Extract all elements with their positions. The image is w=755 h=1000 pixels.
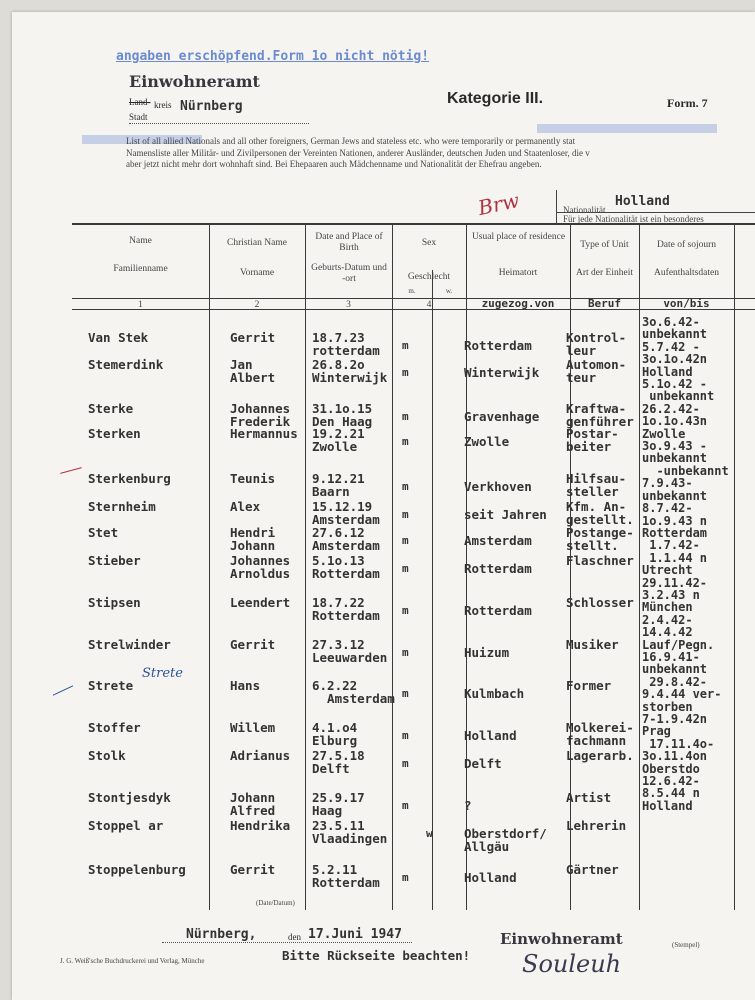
col-sex-en: Sex <box>421 238 437 248</box>
row-given-name: Willem <box>230 720 276 735</box>
row-residence: Gravenhage <box>464 409 540 424</box>
row-family-name: Sterken <box>88 426 141 441</box>
row-residence: Huizum <box>464 645 510 660</box>
row-family-name: Sterkenburg <box>88 471 171 486</box>
col-name-en: Name <box>129 236 152 246</box>
row-unit: Musiker <box>566 637 619 652</box>
row-residence: Verkhoven <box>464 479 532 494</box>
row-residence: Zwolle <box>464 434 510 449</box>
row-unit: Kontrol- leur <box>566 330 627 358</box>
row-family-name: Strete <box>88 678 134 693</box>
row-sex: m <box>402 799 409 812</box>
row-family-name: Strelwinder <box>88 637 171 652</box>
row-residence: Holland <box>464 728 517 743</box>
row-given-name: Johann Alfred <box>230 790 276 818</box>
col-given-en: Christian Name <box>227 238 287 248</box>
col-sex-w: w. <box>445 287 453 295</box>
row-birth: 18.7.23 rotterdam <box>312 330 380 358</box>
col-given-de: Vorname <box>239 268 275 278</box>
row-family-name: Stontjesdyk <box>88 790 171 805</box>
row-unit: Lehrerin <box>566 818 627 833</box>
row-birth: 9.12.21 Baarn <box>312 471 365 499</box>
table-top-rule <box>72 223 755 225</box>
intro-german-2: aber jetzt nicht mehr dort wohnhaft sind. Bei Ehepaaren auch Mädchenname und Nationalität der Ehefrau angeben. <box>126 159 542 169</box>
row-family-name: Stemerdink <box>88 357 164 372</box>
intro-english: List of all allied Nationals and all other foreigners, German Jews and stateless etc. who were temporarily or permanently stat <box>126 136 576 146</box>
city-kreis-label: kreis <box>154 100 172 110</box>
col-name-num: 1 <box>138 300 143 310</box>
row-unit: Postange- stellt. <box>566 525 634 553</box>
red-signature-mark: Brw <box>475 187 522 221</box>
row-given-name: Alex <box>230 499 261 514</box>
row-residence: Rotterdam <box>464 561 532 576</box>
row-family-name: Van Stek <box>88 330 149 345</box>
row-family-name: Stieber <box>88 553 141 568</box>
city-prefix-struck: Land- <box>129 97 151 107</box>
col-birth-num: 3 <box>346 300 351 310</box>
row-birth: 23.5.11 Vlaadingen <box>312 818 388 846</box>
row-given-name: Gerrit <box>230 637 276 652</box>
footer-place: Nürnberg, <box>186 927 257 942</box>
row-birth: 31.1o.15 Den Haag <box>312 401 373 429</box>
row-given-name: Johannes Arnoldus <box>230 553 291 581</box>
red-check-mark <box>60 467 82 474</box>
row-sex: m <box>402 435 409 448</box>
row-family-name: Stoppelenburg <box>88 862 186 877</box>
nationality-value: Holland <box>615 194 670 209</box>
row-family-name: Sternheim <box>88 499 156 514</box>
row-family-name: Stoffer <box>88 720 141 735</box>
row-residence: Rotterdam <box>464 338 532 353</box>
row-birth: 26.8.2o Winterwijk <box>312 357 388 385</box>
col-given-num: 2 <box>254 300 260 310</box>
row-residence: Delft <box>464 756 502 771</box>
row-given-name: Teunis <box>230 471 276 486</box>
row-residence: Oberstdorf/ Allgäu <box>464 826 547 854</box>
col-unit-en: Type of Unit <box>580 240 629 250</box>
row-birth: 5.2.11 Rotterdam <box>312 862 380 890</box>
row-sex: m <box>402 480 409 493</box>
nationality-note: Für jede Nationalität ist ein besonderes <box>563 214 704 224</box>
footer-den: den <box>288 932 301 942</box>
row-given-name: Hendrika <box>230 818 291 833</box>
row-sex: m <box>402 366 409 379</box>
date-caption: (Date/Datum) <box>256 899 295 907</box>
row-residence: Holland <box>464 870 517 885</box>
row-residence: seit Jahren <box>464 507 547 522</box>
row-sex: m <box>402 871 409 884</box>
handwritten-signature: Souleuh <box>522 950 622 978</box>
footer-office-stamp: Einwohneramt <box>500 930 623 948</box>
row-given-name: Jan Albert <box>230 357 276 385</box>
row-given-name: Hendri Johann <box>230 525 276 553</box>
reverse-note: Bitte Rückseite beachten! <box>282 948 471 963</box>
stempel-label: (Stempel) <box>672 941 700 949</box>
blurred-stamp-right <box>537 124 717 133</box>
col-unit-de: Art der Einheit <box>576 268 633 278</box>
row-family-name: Sterke <box>88 401 134 416</box>
row-unit: Kraftwa- genführer <box>566 401 634 429</box>
footer-date-line <box>162 942 412 943</box>
row-sex: m <box>402 687 409 700</box>
row-unit: Gärtner <box>566 862 619 877</box>
row-unit: Molkerei- fachmann <box>566 720 634 748</box>
row-family-name: Stipsen <box>88 595 141 610</box>
row-birth: 4.1.o4 Elburg <box>312 720 358 748</box>
row-residence: Winterwijk <box>464 365 540 380</box>
row-family-name: Stoppel ar <box>88 818 164 833</box>
row-birth: 27.3.12 Leeuwarden <box>312 637 388 665</box>
row-sex: m <box>402 562 409 575</box>
col-residence-sub: zugezog.von <box>481 297 555 310</box>
row-given-name: Adrianus <box>230 748 291 763</box>
row-given-name: Gerrit <box>230 862 276 877</box>
printer-imprint: J. G. Weiß'sche Buchdruckerei und Verlag, Münche <box>60 957 205 965</box>
margin-note: Strete <box>142 666 183 681</box>
col-divider-1 <box>209 225 210 910</box>
col-residence-de: Heimatort <box>498 268 538 278</box>
col-residence-en: Usual place of residence <box>471 232 566 242</box>
col-divider-3 <box>392 225 393 910</box>
row-sex: m <box>402 534 409 547</box>
row-family-name: Stet <box>88 525 119 540</box>
row-birth: 27.6.12 Amsterdam <box>312 525 380 553</box>
row-given-name: Gerrit <box>230 330 276 345</box>
col-birth-de: Geburts-Datum und -ort <box>311 263 387 284</box>
row-birth: 27.5.18 Delft <box>312 748 365 776</box>
row-unit: Postar- beiter <box>566 426 619 454</box>
form-page <box>12 12 755 1000</box>
row-unit: Flaschner <box>566 553 634 568</box>
col-sojourn-sub: von/bis <box>663 297 710 310</box>
col-sex-num: 4 <box>426 300 432 310</box>
row-sex: m <box>402 729 409 742</box>
blue-check-mark <box>53 685 73 695</box>
nationality-label: Nationalität <box>563 205 606 215</box>
row-unit: Hilfsau- steller <box>566 471 627 499</box>
row-sex: m <box>402 646 409 659</box>
row-birth: 25.9.17 Haag <box>312 790 365 818</box>
city-name: Nürnberg <box>180 99 243 114</box>
row-residence: Kulmbach <box>464 686 525 701</box>
row-birth: 18.7.22 Rotterdam <box>312 595 380 623</box>
row-birth: 15.12.19 Amsterdam <box>312 499 380 527</box>
category-title: Kategorie III. <box>447 90 544 107</box>
row-unit: Lagerarb. <box>566 748 634 763</box>
row-unit: Former <box>566 678 612 693</box>
row-residence: Rotterdam <box>464 603 532 618</box>
row-sex: m <box>402 604 409 617</box>
row-sex: w <box>426 827 433 840</box>
row-sex: m <box>402 410 409 423</box>
row-unit: Artist <box>566 790 612 805</box>
row-given-name: Johannes Frederik <box>230 401 291 429</box>
row-unit: Automon- teur <box>566 357 627 385</box>
row-unit: Kfm. An- gestellt. <box>566 499 634 527</box>
intro-german-1: Namensliste aller Militär- und Zivilpersonen der Vereinten Nationen, anderer Ausländer, deutschen Juden und Staatenloser, die v <box>126 148 590 158</box>
col-divider-6 <box>639 225 640 910</box>
row-birth: 6.2.22 Amsterdam <box>312 678 395 706</box>
row-given-name: Hermannus <box>230 426 298 441</box>
col-sex-de: Geschlecht <box>407 272 451 282</box>
col-birth-en: Date and Place of Birth <box>315 232 383 253</box>
row-sex: m <box>402 757 409 770</box>
city-stadt-label: Stadt <box>129 112 148 122</box>
sojourn-column-text: 3o.6.42- unbekannt 5.7.42 - 3o.1o.42n Holland 5.1o.42 - unbekannt 26.2.42- 1o.1o.43n Zwolle 3o.9.43 - unbekannt -unbekannt 7.9.43- unbekannt 8.7.42- 1o.9.43 n Rotterdam 1.7.42- 1.1.44 n Utrecht 29.11.42- 3.2.43 n München 2.4.42- 14.4.42 Lauf/Pegn. 16.9.41- unbekannt 29.8.42- 9.4.44 ver- storben 7-1.9.42n Prag 17.11.4o- 3o.11.4on Oberstdo 12.6.42- 8.5.44 n Holland <box>642 315 729 813</box>
col-divider-2 <box>305 225 306 910</box>
row-given-name: Leendert <box>230 595 291 610</box>
col-sojourn-en: Date of sojourn <box>656 240 717 250</box>
form-number: Form. 7 <box>667 96 708 110</box>
row-family-name: Stolk <box>88 748 126 763</box>
row-birth: 5.1o.13 Rotterdam <box>312 553 380 581</box>
office-stamp: Einwohneramt <box>129 72 260 91</box>
typed-note: angaben erschöpfend.Form 1o nicht nötig! <box>116 49 430 64</box>
col-divider-7 <box>734 225 735 910</box>
col-sex-m: m. <box>408 287 416 295</box>
col-sojourn-de: Aufenthaltsdaten <box>654 268 719 278</box>
row-birth: 19.2.21 Zwolle <box>312 426 365 454</box>
col-unit-sub: Beruf <box>587 297 622 310</box>
nationality-divider <box>556 212 755 213</box>
row-sex: m <box>402 508 409 521</box>
footer-date: 17.Juni 1947 <box>308 927 402 942</box>
row-residence: ? <box>464 798 472 813</box>
row-given-name: Hans <box>230 678 261 693</box>
col-divider-sex <box>432 270 433 910</box>
row-sex: m <box>402 339 409 352</box>
col-name-de: Familienname <box>113 264 168 274</box>
row-unit: Schlosser <box>566 595 634 610</box>
row-residence: Amsterdam <box>464 533 532 548</box>
city-underline <box>129 123 309 124</box>
